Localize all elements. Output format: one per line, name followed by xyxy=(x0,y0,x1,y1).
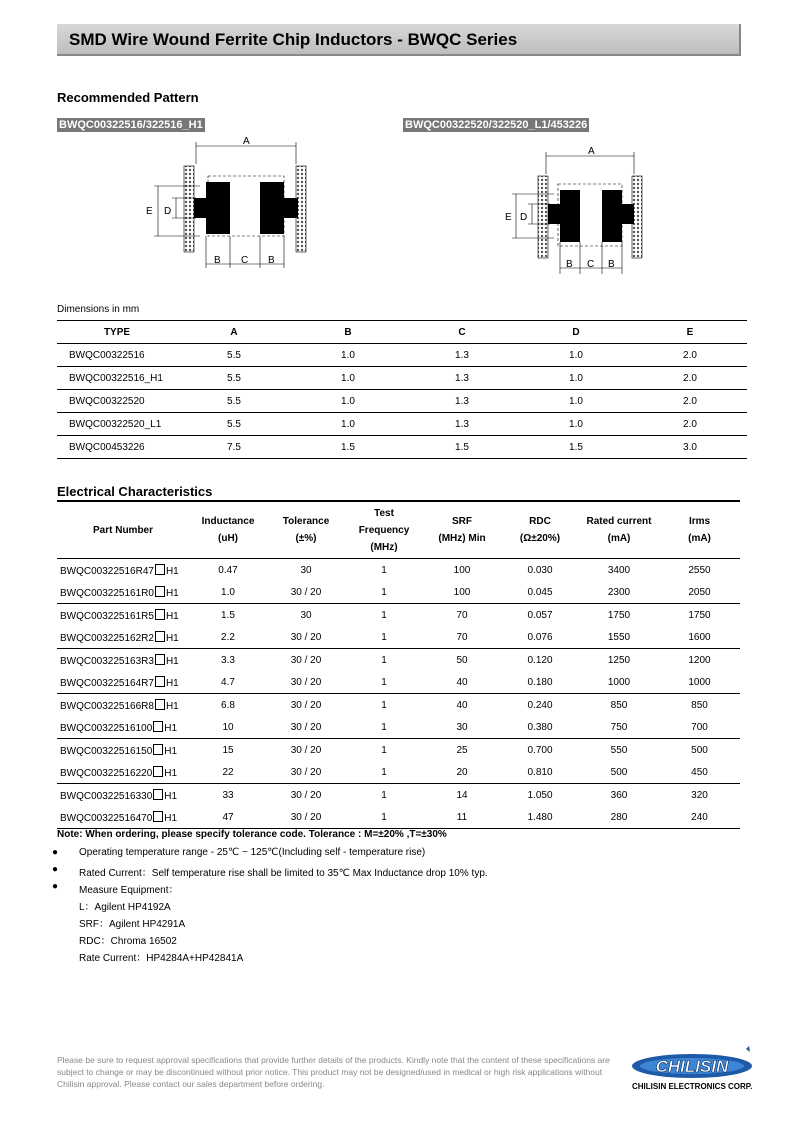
col-rdc xyxy=(501,501,579,559)
part-number-cell xyxy=(57,739,189,762)
table-cell: 100 xyxy=(453,564,471,576)
table-cell: 30 / 20 xyxy=(290,744,322,756)
table-row xyxy=(57,649,740,672)
table-cell: 50 xyxy=(456,654,468,666)
tolerance-code-box xyxy=(153,744,163,755)
table-cell: 2.0 xyxy=(633,367,747,390)
dim-d-letter: D xyxy=(520,212,528,223)
company-name: CHILISIN ELECTRONICS CORP. xyxy=(632,1082,753,1091)
dim-b-letter-right: B xyxy=(608,259,615,270)
table-row xyxy=(57,671,740,694)
bullet-dot: ● xyxy=(52,881,59,892)
table-cell: 30 xyxy=(300,564,312,576)
electrode-left-tab xyxy=(194,198,208,218)
part-number-prefix: BWQC00322516100 xyxy=(60,722,153,734)
table-row xyxy=(57,344,747,367)
table-row xyxy=(57,436,747,459)
table-cell: BWQC00322516_H1 xyxy=(57,367,177,390)
tolerance-code-box xyxy=(155,586,165,597)
table-row xyxy=(57,604,740,627)
table-cell: 1.0 xyxy=(189,581,267,604)
part-number-prefix: BWQC003225162R2 xyxy=(60,632,154,644)
col-e: E xyxy=(633,321,747,344)
part-number-cell xyxy=(57,716,189,739)
table-cell: 30 xyxy=(423,716,501,739)
part-number-cell xyxy=(57,806,189,829)
table-cell: 30 / 20 xyxy=(267,806,345,829)
part-number-cell xyxy=(57,559,189,582)
table-cell: 10 xyxy=(189,716,267,739)
col-part-number xyxy=(57,501,189,559)
page-title: SMD Wire Wound Ferrite Chip Inductors - BWQC Series xyxy=(69,30,518,49)
dim-c-letter: C xyxy=(241,255,249,266)
col-srf xyxy=(423,501,501,559)
col-rated-unit: (mA) xyxy=(607,533,631,544)
table-cell: 1.5 xyxy=(519,436,633,459)
table-cell: 1.3 xyxy=(405,390,519,413)
part-number-cell xyxy=(57,626,189,649)
col-inductance-unit: (uH) xyxy=(218,533,238,544)
table-cell: 2.0 xyxy=(633,390,747,413)
table-row xyxy=(57,626,740,649)
table-cell: 4.7 xyxy=(189,671,267,694)
pattern-diagram-right xyxy=(504,142,654,278)
part-number-prefix: BWQC003225166R8 xyxy=(60,700,154,712)
table-cell: 1 xyxy=(381,789,387,801)
table-cell: 240 xyxy=(659,806,740,829)
table-cell: 1250 xyxy=(607,654,631,666)
part-number-prefix: BWQC00322516150 xyxy=(60,745,153,757)
table-cell: 700 xyxy=(659,716,740,739)
part-number-prefix: BWQC003225164R7 xyxy=(60,677,154,689)
table-cell: 14 xyxy=(456,789,468,801)
col-irms xyxy=(659,501,740,559)
table-cell: BWQC00453226 xyxy=(57,436,177,459)
table-cell: 0.045 xyxy=(501,581,579,604)
table-cell: 1600 xyxy=(659,626,740,649)
col-test-label: Test xyxy=(374,507,394,519)
table-cell: 5.5 xyxy=(177,344,291,367)
table-row xyxy=(57,559,740,582)
table-cell: 1 xyxy=(345,716,423,739)
table-cell: 1000 xyxy=(579,671,659,694)
electrode-left xyxy=(206,182,230,234)
col-srf-label: SRF xyxy=(452,516,472,527)
table-cell: 750 xyxy=(579,716,659,739)
col-type: TYPE xyxy=(57,321,177,344)
table-cell: 0.810 xyxy=(501,761,579,784)
equipment-rdc: RDC：Chroma 16502 xyxy=(79,936,177,947)
col-tolerance xyxy=(267,501,345,559)
table-cell: 30 / 20 xyxy=(267,716,345,739)
part-number-suffix: H1 xyxy=(165,655,179,667)
table-cell: 2300 xyxy=(579,581,659,604)
col-d: D xyxy=(519,321,633,344)
land-left xyxy=(184,166,194,252)
table-row xyxy=(57,694,740,717)
part-number-cell xyxy=(57,604,189,627)
part-number-suffix: H1 xyxy=(165,677,179,689)
equipment-srf: SRF：Agilent HP4291A xyxy=(79,919,186,930)
table-cell: 1 xyxy=(345,806,423,829)
table-cell: 1.3 xyxy=(405,367,519,390)
table-cell: 0.180 xyxy=(501,671,579,694)
tolerance-code-box xyxy=(155,699,165,710)
electrode-right-tab xyxy=(284,198,298,218)
dimensions-table xyxy=(57,320,747,459)
col-rdc-unit: (Ω±20%) xyxy=(519,533,561,544)
pattern-diagram-left xyxy=(140,132,320,272)
table-cell: 70 xyxy=(423,626,501,649)
table-cell: 25 xyxy=(456,744,468,756)
table-row xyxy=(57,784,740,807)
col-rdc-label: RDC xyxy=(529,516,551,527)
bullet-operating-temp xyxy=(52,847,426,858)
part-number-suffix: H1 xyxy=(165,700,179,712)
part-number-prefix: BWQC00322516470 xyxy=(60,812,153,824)
table-cell: 1550 xyxy=(579,626,659,649)
table-cell: 30 / 20 xyxy=(267,581,345,604)
col-rated-current xyxy=(579,501,659,559)
table-cell: 1.0 xyxy=(291,390,405,413)
part-number-suffix: H1 xyxy=(165,565,179,577)
col-irms-label: Irms xyxy=(688,516,711,527)
table-row xyxy=(57,716,740,739)
table-cell: 360 xyxy=(610,789,628,801)
electrical-table xyxy=(57,500,740,829)
table-cell: 1.0 xyxy=(519,390,633,413)
table-row xyxy=(57,761,740,784)
table-cell: 22 xyxy=(189,761,267,784)
tolerance-code-box xyxy=(155,631,165,642)
company-logo xyxy=(628,1046,762,1098)
table-cell: 1.3 xyxy=(405,344,519,367)
table-cell: 1 xyxy=(345,581,423,604)
col-tolerance-unit: (±%) xyxy=(295,533,317,544)
table-cell: 0.240 xyxy=(527,699,553,711)
electrode-right-tab xyxy=(620,204,634,224)
col-a: A xyxy=(177,321,291,344)
table-cell: 30 / 20 xyxy=(290,654,322,666)
dim-b-letter-right: B xyxy=(268,255,275,266)
tolerance-code-box xyxy=(155,654,165,665)
tolerance-code-box xyxy=(155,564,165,575)
table-row xyxy=(57,367,747,390)
dim-a-letter: A xyxy=(588,146,595,157)
col-rated-label: Rated current xyxy=(586,516,652,527)
table-cell: 1.0 xyxy=(291,413,405,436)
bullet-text: Rated Current：Self temperature rise shall be limited to 35℃ Max Inductance drop 10% typ. xyxy=(79,868,488,879)
bullet-text: Measure Equipment： xyxy=(79,885,179,896)
part-number-suffix: H1 xyxy=(165,587,179,599)
tolerance-code-box xyxy=(153,789,163,800)
title-bar xyxy=(57,24,741,56)
table-cell: 20 xyxy=(423,761,501,784)
col-irms-unit: (mA) xyxy=(688,533,711,544)
part-number-cell xyxy=(57,671,189,694)
table-row xyxy=(57,581,740,604)
part-number-suffix: H1 xyxy=(164,722,178,734)
bullet-dot: ● xyxy=(52,864,59,875)
table-cell: 1.5 xyxy=(405,436,519,459)
table-cell: 30 xyxy=(300,609,312,621)
table-cell: 1 xyxy=(381,744,387,756)
part-number-prefix: BWQC003225161R5 xyxy=(60,610,154,622)
bullet-rated-current xyxy=(52,864,488,879)
bullet-text: Operating temperature range - 25℃ ~ 125℃(Including self - temperature rise) xyxy=(79,847,426,858)
table-cell: 1200 xyxy=(688,654,711,666)
table-cell: 70 xyxy=(456,609,468,621)
electrode-right xyxy=(602,190,622,242)
electrical-header-row xyxy=(57,501,740,559)
table-cell: 0.030 xyxy=(527,564,553,576)
tolerance-code-box xyxy=(155,676,165,687)
table-cell: 30 / 20 xyxy=(267,626,345,649)
table-cell: 5.5 xyxy=(177,413,291,436)
electrode-right xyxy=(260,182,284,234)
table-cell: 3.3 xyxy=(221,654,235,666)
tolerance-code-box xyxy=(153,766,163,777)
table-cell: 30 / 20 xyxy=(267,671,345,694)
table-cell: 40 xyxy=(456,699,468,711)
dim-c-letter: C xyxy=(587,259,595,270)
table-cell: 500 xyxy=(579,761,659,784)
table-cell: 1 xyxy=(345,761,423,784)
table-cell: BWQC00322516 xyxy=(57,344,177,367)
equipment-l: L：Agilent HP4192A xyxy=(79,902,171,913)
part-number-suffix: H1 xyxy=(164,767,178,779)
table-cell: 3.0 xyxy=(633,436,747,459)
dim-a-letter: A xyxy=(243,136,250,147)
chilisin-logo-icon xyxy=(628,1046,762,1080)
dim-b-letter-left: B xyxy=(214,255,221,266)
table-row xyxy=(57,806,740,829)
part-number-cell xyxy=(57,784,189,807)
table-cell: 1 xyxy=(381,564,387,576)
table-row xyxy=(57,413,747,436)
table-cell: 7.5 xyxy=(177,436,291,459)
part-number-suffix: H1 xyxy=(165,610,179,622)
table-cell: 1.5 xyxy=(221,609,235,621)
dim-e-letter: E xyxy=(505,212,512,223)
part-number-prefix: BWQC003225161R0 xyxy=(60,587,154,599)
table-cell: 30 / 20 xyxy=(267,761,345,784)
table-cell: 1.0 xyxy=(291,344,405,367)
table-cell: 5.5 xyxy=(177,390,291,413)
table-cell: 6.8 xyxy=(221,699,235,711)
logo-wordmark: CHILISIN xyxy=(655,1057,729,1076)
col-test-frequency xyxy=(345,501,423,559)
land-left xyxy=(538,176,548,258)
equipment-rate-current: Rate Current：HP4284A+HP42841A xyxy=(79,953,244,964)
dim-e-letter: E xyxy=(146,206,153,217)
dim-d-letter: D xyxy=(164,206,172,217)
table-cell: 0.057 xyxy=(527,609,553,621)
table-cell: 850 xyxy=(610,699,628,711)
footer-disclaimer: Please be sure to request approval specifications that provide further details of the products. Kindly note that the content of these specifications are subject to change or may be discontinued without prior notice. This product may not be designed/used in medical or high risk applications without Chilisin approval. Please contact our sales department before ordering. xyxy=(57,1055,610,1089)
col-part-number-label: Part Number xyxy=(92,524,153,536)
part-number-prefix: BWQC00322516220 xyxy=(60,767,153,779)
table-cell: 450 xyxy=(659,761,740,784)
table-cell: 1000 xyxy=(659,671,740,694)
table-cell: 1 xyxy=(381,699,387,711)
col-frequency-label: Frequency xyxy=(358,524,410,536)
part-number-suffix: H1 xyxy=(164,745,178,757)
bullet-dot: ● xyxy=(52,847,59,858)
table-cell: BWQC00322520 xyxy=(57,390,177,413)
table-cell: 1.050 xyxy=(527,789,553,801)
dimensions-header-row xyxy=(57,321,747,344)
part-number-prefix: BWQC00322516330 xyxy=(60,790,153,802)
table-cell: 47 xyxy=(189,806,267,829)
table-cell: 2050 xyxy=(659,581,740,604)
table-cell: 15 xyxy=(222,744,234,756)
col-inductance-label: Inductance xyxy=(201,516,255,527)
table-cell: 0.380 xyxy=(501,716,579,739)
table-cell: 2.2 xyxy=(189,626,267,649)
table-cell: 1 xyxy=(381,609,387,621)
tolerance-code-box xyxy=(153,811,163,822)
table-cell: 5.5 xyxy=(177,367,291,390)
col-c: C xyxy=(405,321,519,344)
table-cell: 2.0 xyxy=(633,344,747,367)
table-cell: 2550 xyxy=(688,564,711,576)
table-cell: 500 xyxy=(691,744,708,756)
table-cell: 0.120 xyxy=(527,654,553,666)
part-number-cell xyxy=(57,694,189,717)
pattern-left-label: BWQC00322516/322516_H1 xyxy=(59,119,203,131)
table-cell: 1.480 xyxy=(501,806,579,829)
table-cell: 1.5 xyxy=(291,436,405,459)
col-frequency-unit: (MHz) xyxy=(370,541,398,553)
part-number-cell xyxy=(57,761,189,784)
table-cell: 1750 xyxy=(688,609,711,621)
table-cell: 1.0 xyxy=(291,367,405,390)
table-cell: 1.0 xyxy=(519,413,633,436)
col-srf-unit: (MHz) Min xyxy=(438,533,486,544)
col-b: B xyxy=(291,321,405,344)
electrode-left-tab xyxy=(548,204,562,224)
part-number-suffix: H1 xyxy=(164,812,178,824)
dim-b-letter-left: B xyxy=(566,259,573,270)
part-number-suffix: H1 xyxy=(164,790,178,802)
table-cell: 550 xyxy=(610,744,628,756)
table-cell: 40 xyxy=(423,671,501,694)
dimensions-caption: Dimensions in mm xyxy=(57,304,140,315)
col-tolerance-label: Tolerance xyxy=(282,516,330,527)
bullet-measure-equipment xyxy=(52,881,179,896)
electrical-heading: Electrical Characteristics xyxy=(57,484,213,499)
ordering-note: Note: When ordering, please specify tolerance code. Tolerance : M=±20% ,T=±30% xyxy=(57,829,447,840)
table-cell: 30 / 20 xyxy=(290,699,322,711)
part-number-suffix: H1 xyxy=(165,632,179,644)
table-cell: 100 xyxy=(423,581,501,604)
tolerance-code-box xyxy=(155,609,165,620)
table-row xyxy=(57,739,740,762)
table-cell: 0.076 xyxy=(501,626,579,649)
part-number-prefix: BWQC003225163R3 xyxy=(60,655,154,667)
table-cell: 1.0 xyxy=(519,367,633,390)
table-cell: 1.0 xyxy=(519,344,633,367)
part-number-prefix: BWQC00322516R47 xyxy=(60,565,154,577)
pattern-heading: Recommended Pattern xyxy=(57,90,199,105)
table-cell: 2.0 xyxy=(633,413,747,436)
table-cell: 0.700 xyxy=(527,744,553,756)
part-number-cell xyxy=(57,581,189,604)
table-cell: BWQC00322520_L1 xyxy=(57,413,177,436)
table-cell: 320 xyxy=(691,789,708,801)
table-cell: 1 xyxy=(381,654,387,666)
table-cell: 3400 xyxy=(607,564,631,576)
table-cell: 1 xyxy=(345,671,423,694)
table-cell: 33 xyxy=(222,789,234,801)
table-cell: 1750 xyxy=(607,609,631,621)
table-cell: 11 xyxy=(423,806,501,829)
table-cell: 850 xyxy=(691,699,708,711)
pattern-right-label: BWQC00322520/322520_L1/453226 xyxy=(405,119,588,131)
col-inductance xyxy=(189,501,267,559)
table-cell: 1.3 xyxy=(405,413,519,436)
electrode-left xyxy=(560,190,580,242)
table-cell: 30 / 20 xyxy=(290,789,322,801)
table-cell: 280 xyxy=(579,806,659,829)
table-cell: 0.47 xyxy=(218,564,238,576)
tolerance-code-box xyxy=(153,721,163,732)
table-cell: 1 xyxy=(345,626,423,649)
part-number-cell xyxy=(57,649,189,672)
table-row xyxy=(57,390,747,413)
